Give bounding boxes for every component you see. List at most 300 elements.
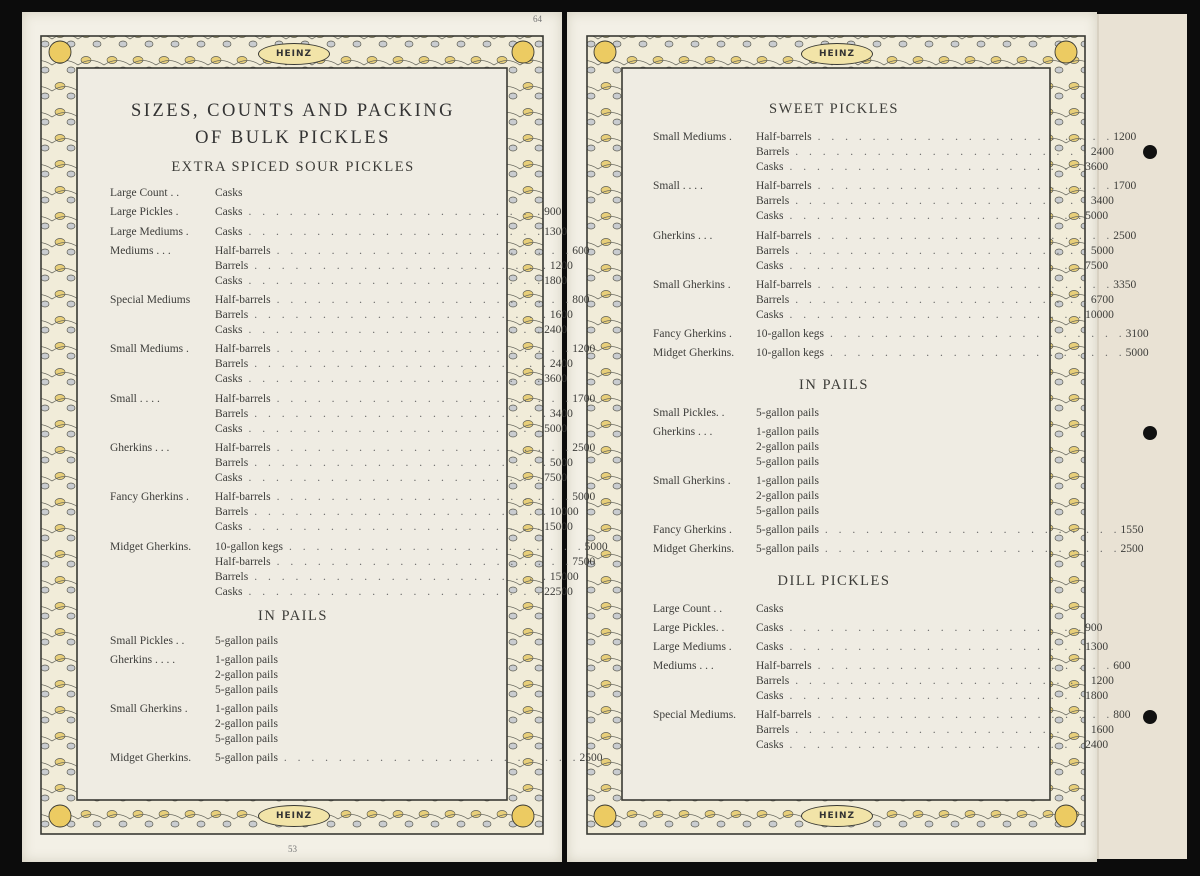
table-row [110, 540, 608, 555]
item-label [653, 440, 756, 455]
list-item [653, 640, 1109, 655]
item-packing: Casks [215, 472, 243, 485]
section-heading: IN PAILS [799, 377, 869, 394]
right-section2-list [653, 406, 1144, 557]
table-row [110, 357, 573, 372]
table-row [110, 653, 476, 668]
dot-leader: . . . . . . . . . . . . . . . . . . . . . . [795, 675, 1091, 688]
table-row [110, 717, 476, 732]
item-count: 5000 [544, 422, 568, 435]
table-row [110, 372, 568, 387]
item-packing: 5-gallon pails [215, 683, 278, 696]
item-label [653, 504, 756, 519]
dot-leader: . . . . . . . . . . . . . . . . . . . . . . [817, 180, 1114, 193]
dot-leader: . . . . . . . . . . . . . . . . . . . . . . [789, 739, 1086, 752]
item-count: 7500 [1085, 259, 1109, 272]
table-row [110, 323, 568, 338]
table-row [110, 308, 573, 323]
table-row [110, 555, 596, 570]
table-row [110, 293, 590, 308]
dot-leader: . . . . . . . . . . . . . . . . . . . . . . [795, 724, 1091, 737]
section-heading: SWEET PICKLES [769, 101, 899, 117]
item-count: 600 [1113, 660, 1131, 673]
dot-leader: . . . . . . . . . . . . . . . . . . . . . . [254, 309, 550, 322]
table-row [110, 585, 573, 600]
item-count: 3600 [544, 373, 568, 386]
item-count: 5000 [1085, 210, 1109, 223]
item-packing: Barrels [215, 309, 249, 322]
item-packing: Casks [756, 210, 784, 223]
table-row [653, 542, 1144, 557]
item-packing: 1-gallon pails [756, 426, 819, 439]
dot-leader: . . . . . . . . . . . . . . . . . . . . . . [276, 491, 573, 504]
list-item [653, 708, 1131, 753]
table-row [653, 229, 1137, 244]
list-item [110, 634, 476, 649]
dot-leader: . . . . . . . . . . . . . . . . . . . . . . [248, 225, 545, 238]
table-row [653, 194, 1114, 209]
heinz-logo-right-top: HEINZ [801, 43, 873, 65]
list-item [110, 205, 562, 220]
item-count: 7500 [572, 555, 596, 568]
item-label: Fancy Gherkins . [653, 328, 732, 341]
right-section1-list [653, 130, 1149, 361]
item-count: 5000 [584, 540, 608, 553]
item-label [110, 274, 215, 289]
item-count: 900 [1085, 622, 1103, 635]
dot-leader: . . . . . . . . . . . . . . . . . . . . . . [254, 506, 550, 519]
item-label: Gherkins . . . [110, 442, 170, 455]
item-packing: Casks [756, 308, 784, 321]
table-row [653, 659, 1131, 674]
item-label [110, 732, 215, 747]
item-count: 3100 [1125, 328, 1149, 341]
item-label: Fancy Gherkins . [110, 491, 189, 504]
item-label: Small Mediums . [653, 131, 732, 143]
item-packing: Casks [215, 206, 243, 219]
item-label [110, 585, 215, 600]
item-packing: Barrels [756, 244, 790, 257]
item-packing: Casks [215, 187, 243, 199]
dot-leader: . . . . . . . . . . . . . . . . . . . . . . [248, 521, 545, 534]
list-item [653, 621, 1103, 636]
dot-leader: . . . . . . . . . . . . . . . . . . . . . . [795, 244, 1091, 257]
item-label: Midget Gherkins. [653, 543, 735, 556]
table-row [110, 274, 568, 289]
item-label [110, 407, 215, 422]
item-packing: 2-gallon pails [756, 441, 819, 454]
table-row [110, 441, 596, 456]
item-count: 22500 [544, 585, 573, 598]
table-row [653, 489, 1015, 504]
item-label: Large Count . . [110, 187, 180, 199]
item-count: 1800 [1085, 690, 1109, 703]
table-row [653, 602, 1015, 617]
list-item [110, 244, 590, 289]
dot-leader: . . . . . . . . . . . . . . . . . . . . . . [254, 570, 550, 583]
table-row [653, 145, 1114, 160]
list-item [653, 130, 1137, 175]
dot-leader: . . . . . . . . . . . . . . . . . . . . . . [248, 472, 545, 485]
table-row [110, 634, 476, 649]
item-label [653, 145, 756, 160]
table-row [110, 702, 476, 717]
table-row [653, 293, 1114, 308]
table-row [110, 407, 573, 422]
item-label [653, 194, 756, 209]
list-item [110, 653, 476, 698]
item-label [110, 520, 215, 535]
item-count: 5000 [1125, 347, 1149, 360]
heinz-logo-left-top: HEINZ [258, 43, 330, 65]
list-item [110, 441, 596, 486]
item-count: 900 [544, 206, 562, 219]
table-row [110, 205, 562, 220]
item-packing: 2-gallon pails [215, 668, 278, 681]
table-row [653, 346, 1149, 361]
table-row [110, 732, 476, 747]
item-count: 1200 [1113, 131, 1137, 143]
dot-leader: . . . . . . . . . . . . . . . . . . . . . . [789, 622, 1086, 635]
item-label [110, 422, 215, 437]
item-packing: Casks [215, 324, 243, 337]
item-packing: Casks [215, 521, 243, 534]
item-label [653, 209, 756, 224]
table-row [653, 674, 1114, 689]
dot-leader: . . . . . . . . . . . . . . . . . . . . . . [795, 195, 1091, 208]
table-row [110, 422, 568, 437]
item-label: Fancy Gherkins . [653, 524, 732, 537]
table-row [110, 471, 568, 486]
table-row [110, 570, 579, 585]
item-packing: Casks [756, 641, 784, 654]
item-label [653, 160, 756, 175]
list-item [110, 342, 596, 387]
item-packing: 5-gallon pails [756, 524, 819, 537]
item-label: Special Mediums. [653, 709, 737, 722]
item-label [653, 738, 756, 753]
item-count: 3400 [1090, 195, 1114, 208]
item-label [653, 689, 756, 704]
item-label: Midget Gherkins. [653, 347, 735, 360]
item-label: Large Count . . [653, 603, 723, 616]
item-label [653, 293, 756, 308]
dot-leader: . . . . . . . . . . . . . . . . . . . . . . [248, 585, 545, 598]
list-item [653, 229, 1137, 274]
item-packing: Barrels [215, 358, 249, 371]
item-count: 1200 [572, 343, 596, 356]
item-packing: 2-gallon pails [215, 717, 278, 730]
left-content [110, 98, 608, 770]
item-packing: Half-barrels [215, 392, 271, 405]
item-label [110, 717, 215, 732]
list-item [653, 542, 1144, 557]
item-packing: 10-gallon kegs [756, 328, 825, 341]
dot-leader: . . . . . . . . . . . . . . . . . . . . . . [789, 690, 1086, 703]
item-count: 800 [1113, 709, 1131, 722]
item-count: 1700 [572, 392, 596, 405]
item-count: 2500 [1120, 543, 1144, 556]
item-packing: 5-gallon pails [215, 751, 278, 764]
item-packing: Half-barrels [756, 229, 812, 242]
table-row [653, 474, 1015, 489]
item-packing: Casks [215, 585, 243, 598]
item-label: Small Gherkins . [110, 702, 188, 715]
table-row [110, 259, 573, 274]
item-packing: Half-barrels [756, 278, 812, 291]
table-row [110, 505, 579, 520]
table-row [653, 259, 1109, 274]
item-count: 15000 [544, 521, 573, 534]
item-label: Special Mediums [110, 294, 191, 307]
dot-leader: . . . . . . . . . . . . . . . . . . . . . . [276, 442, 573, 455]
dot-leader: . . . . . . . . . . . . . . . . . . . . . . [795, 146, 1091, 158]
item-count: 3400 [549, 407, 573, 420]
dot-leader: . . . . . . . . . . . . . . . . . . . . . . [789, 161, 1086, 173]
page-title-line2: OF BULK PICKLES [195, 128, 391, 148]
item-packing: Barrels [756, 146, 790, 158]
table-row [110, 751, 603, 766]
item-packing: 1-gallon pails [756, 475, 819, 488]
item-label [110, 570, 215, 585]
table-row [653, 523, 1144, 538]
table-row [110, 392, 596, 407]
item-packing: 10-gallon kegs [215, 540, 284, 553]
table-row [653, 130, 1137, 145]
dot-leader: . . . . . . . . . . . . . . . . . . . . . . [789, 641, 1086, 654]
list-item [653, 179, 1137, 224]
item-packing: Half-barrels [215, 555, 271, 568]
table-row [653, 278, 1137, 293]
item-count: 5000 [549, 457, 573, 470]
list-item [653, 278, 1137, 323]
item-packing: Barrels [215, 570, 249, 583]
item-count: 2500 [572, 442, 596, 455]
table-row [653, 440, 1015, 455]
item-label: Small Gherkins . [653, 475, 731, 488]
item-packing: 2-gallon pails [756, 490, 819, 503]
dot-leader: . . . . . . . . . . . . . . . . . . . . . . [254, 457, 550, 470]
heinz-logo-left-bottom: HEINZ [258, 805, 330, 827]
item-packing: 5-gallon pails [756, 407, 819, 420]
item-packing: 5-gallon pails [756, 543, 819, 556]
dot-leader: . . . . . . . . . . . . . . . . . . . . . . [248, 324, 545, 337]
table-row [110, 490, 596, 505]
corner-mark: 64 [533, 14, 542, 24]
right-content [653, 101, 1149, 757]
item-packing: 5-gallon pails [215, 634, 278, 647]
item-packing: Half-barrels [215, 294, 271, 307]
item-label [110, 259, 215, 274]
item-count: 2400 [1090, 146, 1114, 158]
item-label: Large Pickles. . [653, 622, 725, 635]
item-packing: Half-barrels [756, 131, 812, 143]
section-heading: EXTRA SPICED SOUR PICKLES [171, 159, 415, 175]
item-count: 1800 [544, 274, 568, 287]
item-count: 1700 [1113, 180, 1137, 193]
list-item [653, 327, 1149, 342]
section-heading: IN PAILS [258, 607, 328, 624]
dot-leader: . . . . . . . . . . . . . . . . . . . . . . [817, 229, 1114, 242]
item-count: 2500 [579, 751, 603, 764]
item-label [110, 308, 215, 323]
dot-leader: . . . . . . . . . . . . . . . . . . . . . . [817, 660, 1114, 673]
item-packing: 5-gallon pails [756, 456, 819, 469]
item-packing: 1-gallon pails [215, 702, 278, 715]
dot-leader: . . . . . . . . . . . . . . . . . . . . . . [830, 328, 1126, 341]
dot-leader: . . . . . . . . . . . . . . . . . . . . . . [824, 543, 1121, 556]
item-count: 2400 [544, 324, 568, 337]
item-packing: Casks [215, 274, 243, 287]
item-label [110, 555, 215, 570]
item-count: 10000 [549, 506, 579, 519]
item-label [110, 456, 215, 471]
item-label [110, 683, 215, 698]
item-label [110, 668, 215, 683]
item-count: 3350 [1113, 278, 1137, 291]
item-packing: Barrels [215, 259, 249, 272]
item-label: Large Pickles . [110, 206, 179, 219]
list-item [110, 293, 590, 338]
item-packing: Casks [756, 739, 784, 752]
item-count: 1200 [549, 259, 573, 272]
item-packing: Barrels [756, 724, 790, 737]
item-label [110, 323, 215, 338]
list-item [653, 474, 1015, 519]
item-packing: Half-barrels [756, 709, 812, 722]
item-packing: Casks [215, 373, 243, 386]
table-row [653, 723, 1114, 738]
dot-leader: . . . . . . . . . . . . . . . . . . . . . . [795, 293, 1091, 306]
dot-leader: . . . . . . . . . . . . . . . . . . . . . . [254, 259, 550, 272]
item-packing: Barrels [215, 506, 249, 519]
item-label: Small . . . . [653, 180, 703, 193]
table-row [653, 621, 1103, 636]
item-packing: Half-barrels [215, 244, 271, 257]
dot-leader: . . . . . . . . . . . . . . . . . . . . . . [789, 259, 1086, 272]
table-row [653, 455, 1015, 470]
table-row [653, 640, 1109, 655]
table-row [110, 683, 476, 698]
item-label: Gherkins . . . [653, 426, 713, 439]
dot-leader: . . . . . . . . . . . . . . . . . . . . . . [283, 751, 580, 764]
item-packing: 5-gallon pails [756, 505, 819, 518]
item-label [110, 471, 215, 486]
dot-leader: . . . . . . . . . . . . . . . . . . . . . . [248, 422, 545, 435]
item-packing: Casks [756, 603, 784, 616]
dot-leader: . . . . . . . . . . . . . . . . . . . . . . [254, 407, 550, 420]
dot-leader: . . . . . . . . . . . . . . . . . . . . . . [276, 555, 573, 568]
item-count: 10000 [1085, 308, 1114, 321]
item-count: 6700 [1090, 293, 1114, 306]
table-row [653, 244, 1114, 259]
item-label [110, 357, 215, 372]
item-label: Large Mediums . [653, 641, 732, 654]
list-item [110, 540, 608, 600]
page-number: 53 [288, 844, 297, 854]
item-count: 1550 [1120, 524, 1144, 537]
table-row [110, 520, 573, 535]
item-label: Small . . . . [110, 392, 160, 405]
list-item [110, 490, 596, 535]
table-row [653, 179, 1137, 194]
item-count: 1600 [1090, 724, 1114, 737]
list-item [653, 659, 1131, 704]
item-label: Small Mediums . [110, 343, 189, 356]
dot-leader: . . . . . . . . . . . . . . . . . . . . . . [276, 294, 573, 307]
dot-leader: . . . . . . . . . . . . . . . . . . . . . . [789, 210, 1086, 223]
item-count: 2500 [1113, 229, 1137, 242]
item-count: 15000 [549, 570, 579, 583]
item-count: 1300 [544, 225, 568, 238]
item-packing: Half-barrels [756, 660, 812, 673]
item-label [110, 505, 215, 520]
item-packing: Casks [756, 161, 784, 173]
item-packing: Casks [756, 622, 784, 635]
item-count: 7500 [544, 472, 568, 485]
dot-leader: . . . . . . . . . . . . . . . . . . . . . . [817, 278, 1114, 291]
item-label: Small Pickles . . [110, 634, 185, 647]
list-item [110, 702, 476, 747]
table-row [653, 738, 1109, 753]
item-label [653, 723, 756, 738]
item-packing: Casks [756, 259, 784, 272]
item-packing: Casks [215, 422, 243, 435]
item-packing: Half-barrels [756, 180, 812, 193]
list-item [653, 602, 1015, 617]
dot-leader: . . . . . . . . . . . . . . . . . . . . . . [276, 244, 573, 257]
list-item [110, 751, 603, 766]
dot-leader: . . . . . . . . . . . . . . . . . . . . . . [824, 524, 1121, 537]
item-packing: Casks [215, 225, 243, 238]
item-label [110, 372, 215, 387]
item-count: 3600 [1085, 161, 1109, 173]
item-label: Gherkins . . . . [110, 653, 176, 666]
item-count: 1600 [549, 309, 573, 322]
dot-leader: . . . . . . . . . . . . . . . . . . . . . . [817, 709, 1114, 722]
item-packing: 10-gallon kegs [756, 347, 825, 360]
item-count: 1200 [1090, 675, 1114, 688]
item-packing: 5-gallon pails [215, 732, 278, 745]
table-row [110, 186, 476, 201]
item-count: 600 [572, 244, 590, 257]
item-packing: Barrels [215, 457, 249, 470]
item-label: Small Gherkins . [653, 278, 731, 291]
item-packing: Half-barrels [215, 442, 271, 455]
item-label [653, 244, 756, 259]
item-count: 1300 [1085, 641, 1109, 654]
item-label: Midget Gherkins. [110, 751, 192, 764]
dot-leader: . . . . . . . . . . . . . . . . . . . . . . [289, 540, 585, 553]
dot-leader: . . . . . . . . . . . . . . . . . . . . . . [817, 131, 1114, 143]
item-label [653, 308, 756, 323]
table-row [653, 327, 1149, 342]
item-packing: Half-barrels [215, 343, 271, 356]
item-packing: Half-barrels [215, 491, 271, 504]
item-label: Midget Gherkins. [110, 540, 192, 553]
table-row [653, 689, 1109, 704]
list-item [110, 392, 596, 437]
list-item [653, 523, 1144, 538]
item-count: 5000 [1090, 244, 1114, 257]
item-packing: Barrels [756, 293, 790, 306]
list-item [653, 425, 1015, 470]
dot-leader: . . . . . . . . . . . . . . . . . . . . . . [254, 358, 550, 371]
dot-leader: . . . . . . . . . . . . . . . . . . . . . . [276, 343, 573, 356]
dot-leader: . . . . . . . . . . . . . . . . . . . . . . [830, 347, 1126, 360]
table-row [653, 308, 1114, 323]
item-label [653, 455, 756, 470]
